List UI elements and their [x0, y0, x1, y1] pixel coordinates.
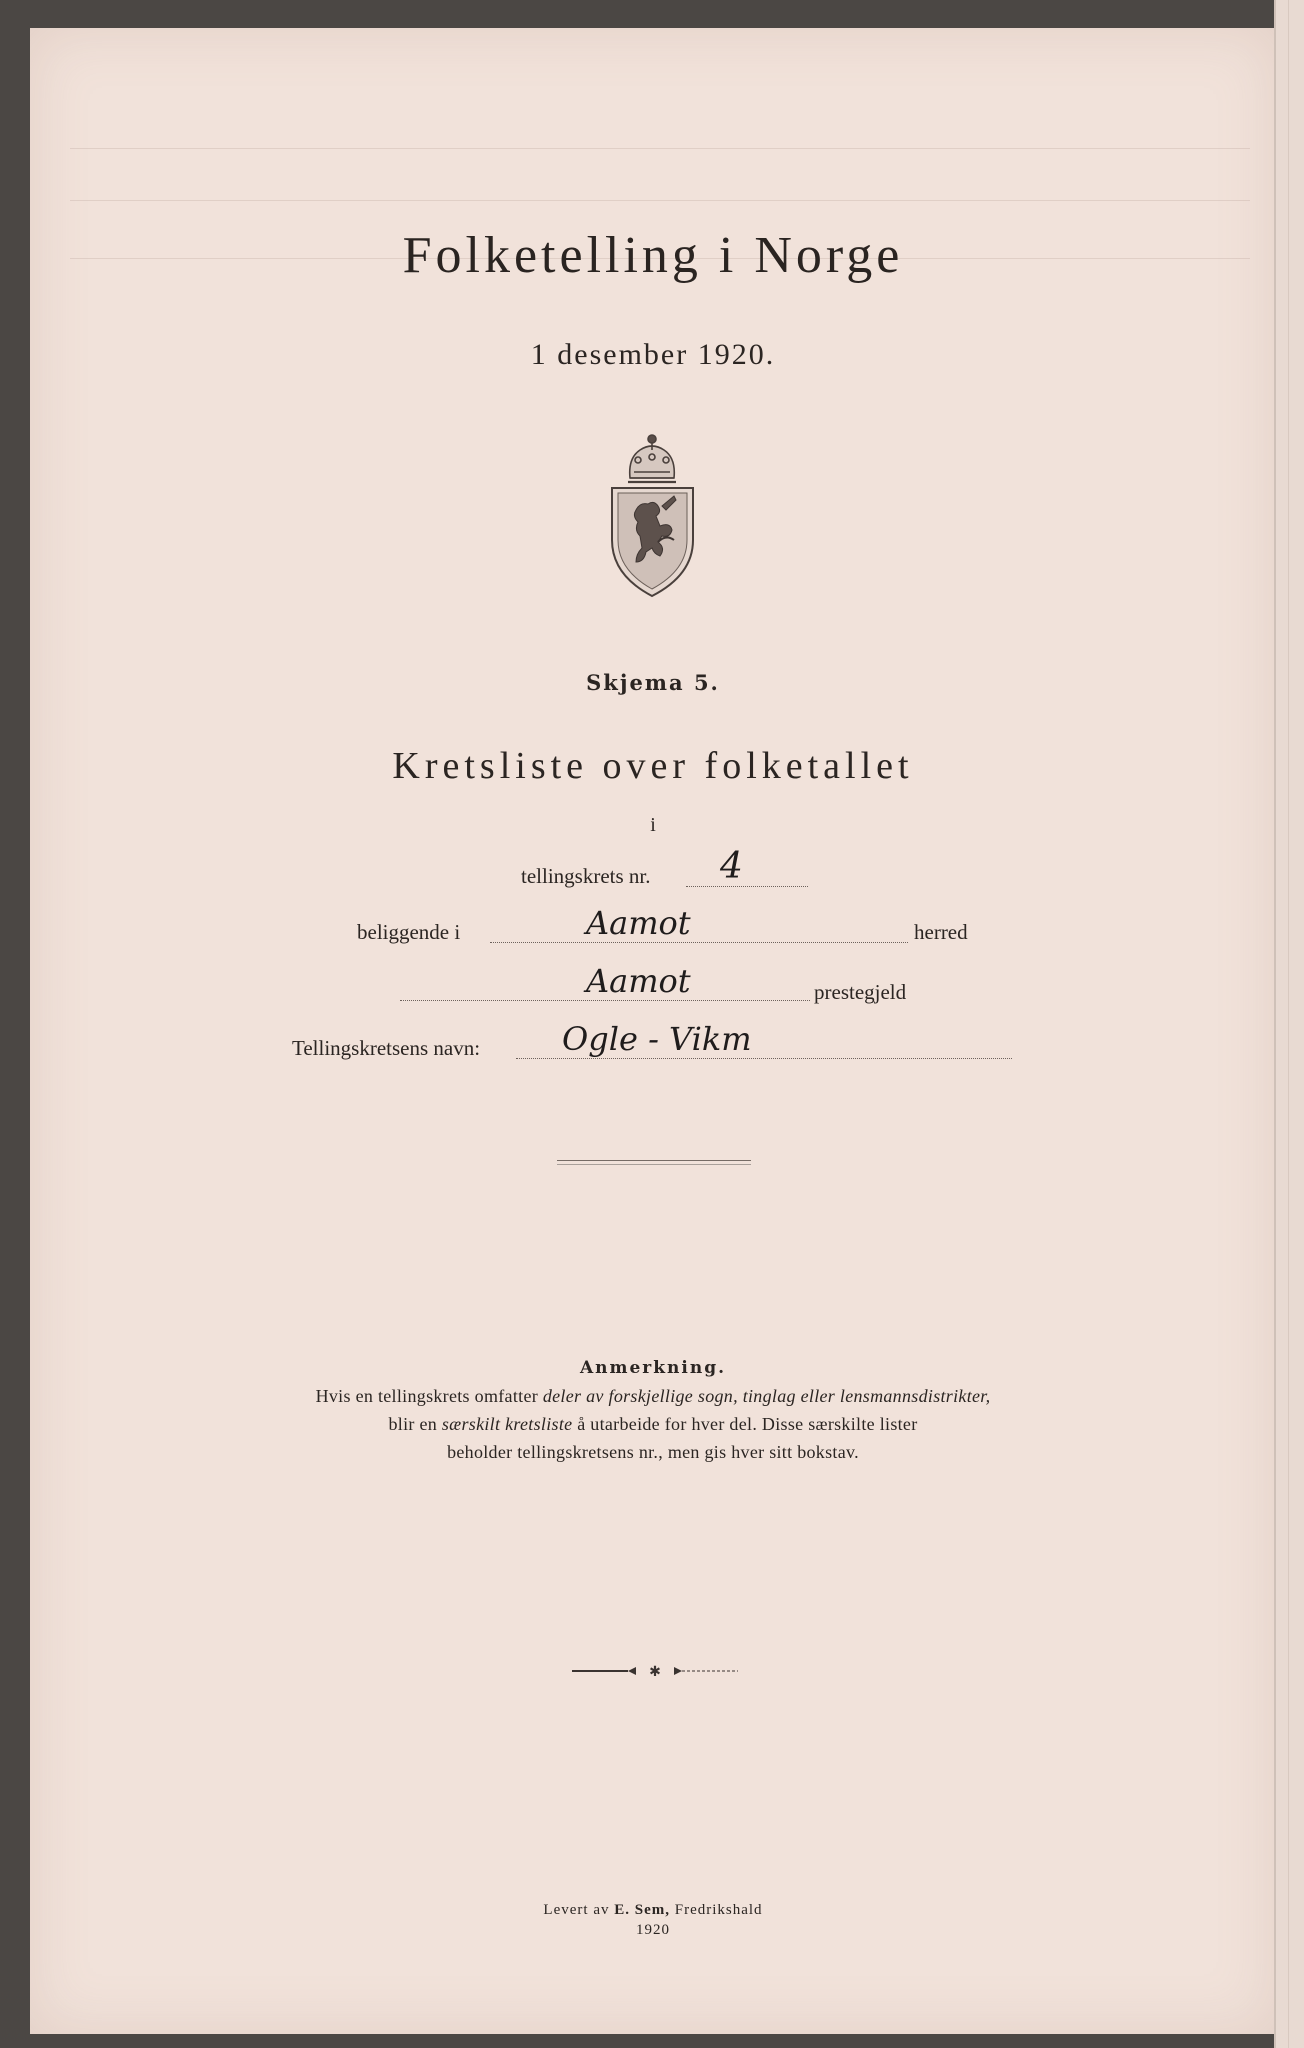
svg-text:✱: ✱: [649, 1664, 661, 1678]
bleed-through-line: [70, 148, 1250, 149]
adjacent-page-edge: [1274, 0, 1304, 2048]
printer-line: [30, 1902, 1276, 1919]
prestegjeld-dotted-line: [400, 1000, 810, 1001]
kretsnavn-value: Ogle - Vikm: [562, 1020, 752, 1058]
printer-text: Levert av: [543, 1902, 615, 1918]
separator-rule: [557, 1164, 751, 1165]
note-title: Anmerkning.: [579, 1358, 727, 1378]
bleed-through-line: [70, 200, 1250, 201]
separator-rule: [557, 1160, 751, 1161]
note-line-1: [30, 1386, 1276, 1407]
document-title: Folketelling i Norge: [402, 227, 904, 284]
beliggende-value: Aamot: [586, 904, 691, 942]
kretsnavn-dotted-line: [516, 1058, 1012, 1059]
preposition-text: i: [650, 814, 656, 836]
kretsnavn-label: Tellingskretsens navn:: [292, 1036, 481, 1060]
note-line-2-rest: å utarbeide for hver del. Disse særskilte lister: [572, 1414, 918, 1434]
printer-year: 1920: [636, 1922, 670, 1938]
beliggende-label: beliggende i: [357, 920, 461, 944]
prestegjeld-value: Aamot: [586, 962, 691, 1000]
note-line-1-emphasis: deler av forskjellige sogn, tinglag eller lensmannsdistrikter,: [542, 1386, 991, 1406]
ornament-divider-icon: [570, 1664, 740, 1678]
note-line-2: [30, 1414, 1276, 1435]
note-line-1-text: Hvis en tellingskrets omfatter: [315, 1386, 543, 1406]
herred-label: herred: [914, 920, 968, 944]
printer-place: Fredrikshald: [669, 1902, 763, 1918]
tellingskrets-dotted-line: [686, 886, 808, 887]
census-date: 1 desember 1920.: [530, 338, 776, 371]
note-line-2-emphasis: særskilt kretsliste: [441, 1414, 573, 1434]
tellingskrets-label: tellingskrets nr.: [521, 864, 651, 888]
beliggende-dotted-line: [490, 942, 908, 943]
schema-number: Skjema 5.: [586, 670, 720, 695]
form-heading: Kretsliste over folketallet: [392, 745, 914, 787]
tellingskrets-value: 4: [720, 846, 743, 887]
note-line-2-text: blir en: [388, 1414, 442, 1434]
printer-name: E. Sem,: [614, 1902, 670, 1918]
prestegjeld-label: prestegjeld: [814, 980, 907, 1004]
norwegian-coat-of-arms-icon: [600, 430, 705, 600]
census-form-page: [30, 28, 1276, 2034]
note-line-3: beholder tellingskretsens nr., men gis hver sitt bokstav.: [447, 1442, 859, 1462]
